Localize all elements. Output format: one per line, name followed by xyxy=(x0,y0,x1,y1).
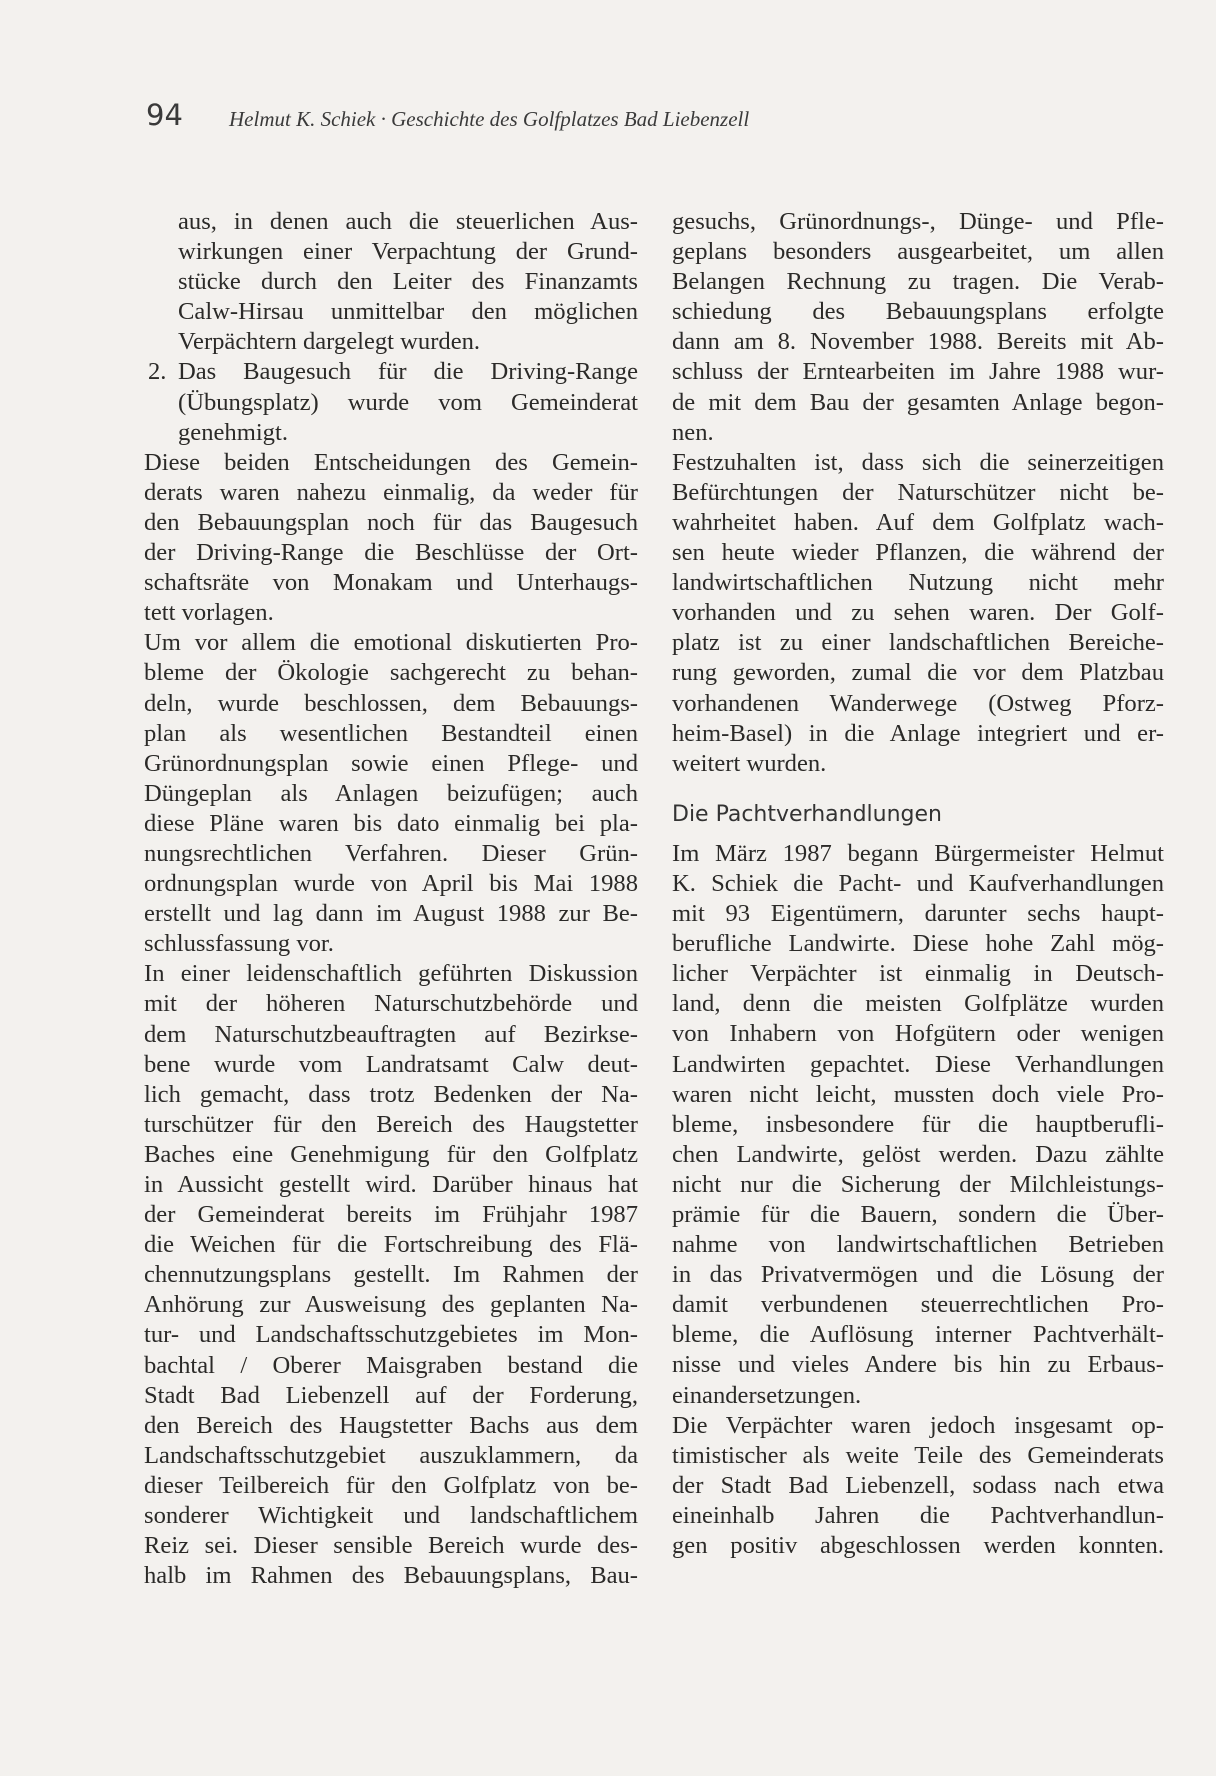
text-line: dieser Teilbereich für den Golfplatz von be- xyxy=(144,1471,638,1499)
text-line: wirkungen einer Verpachtung der Grund- xyxy=(178,238,638,266)
text-line: bene wurde vom Landratsamt Calw deut- xyxy=(144,1050,638,1078)
text-line: nungsrechtlichen Verfahren. Dieser Grün- xyxy=(144,839,638,867)
text-line: tett vorlagen. xyxy=(144,599,274,627)
text-line: eineinhalb Jahren die Pachtverhandlun- xyxy=(672,1501,1164,1529)
text-line: in Aussicht gestellt wird. Darüber hinaus hat xyxy=(144,1171,638,1198)
text-line: chen Landwirte, gelöst werden. Dazu zählte xyxy=(672,1140,1164,1168)
text-line: Grünordnungsplan sowie einen Pflege- und xyxy=(144,749,638,777)
text-line: stücke durch den Leiter des Finanzamts xyxy=(178,268,638,296)
text-line: sonderer Wichtigkeit und landschaftlichem xyxy=(144,1502,638,1530)
text-line: Stadt Bad Liebenzell auf der Forderung, xyxy=(144,1381,638,1409)
page-header xyxy=(146,98,1146,138)
text-line: lich gemacht, dass trotz Bedenken der Na- xyxy=(144,1080,638,1108)
text-line: halb im Rahmen des Bebauungsplans, Bau- xyxy=(144,1562,638,1590)
text-line: schluss der Erntearbeiten im Jahre 1988 wur- xyxy=(672,358,1164,386)
text-line: nen. xyxy=(672,418,714,446)
text-line: diese Pläne waren bis dato einmalig bei pla- xyxy=(144,809,638,837)
text-line: Verpächtern dargelegt wurden. xyxy=(178,328,481,356)
text-line: In einer leidenschaftlich geführten Diskussion xyxy=(144,960,638,988)
text-line: tur- und Landschaftsschutzgebietes im Mon- xyxy=(144,1321,638,1349)
text-line: dem Naturschutzbeauftragten auf Bezirkse- xyxy=(144,1020,638,1048)
text-line: schlussfassung vor. xyxy=(144,930,334,958)
text-line: ordnungsplan wurde von April bis Mai 1988 xyxy=(144,870,638,898)
section-heading: Die Pachtverhandlungen xyxy=(672,801,942,827)
text-line: Landwirten gepachtet. Diese Verhandlungen xyxy=(672,1050,1164,1078)
text-line: vorhanden und zu sehen waren. Der Golf- xyxy=(672,599,1164,627)
text-line: land, denn die meisten Golfplätze wurden xyxy=(672,990,1164,1018)
text-line: turschützer für den Bereich des Haugstetter xyxy=(144,1110,638,1138)
text-line: Belangen Rechnung zu tragen. Die Verab- xyxy=(672,268,1164,296)
text-line: platz ist zu einer landschaftlichen Bereiche- xyxy=(672,629,1164,657)
text-line: wahrheitet haben. Auf dem Golfplatz wach- xyxy=(672,508,1164,536)
text-line: die Weichen für die Fortschreibung des Flä- xyxy=(144,1231,638,1259)
right-column xyxy=(672,207,1164,1561)
text-line: Landschaftsschutzgebiet auszuklammern, da xyxy=(144,1441,638,1469)
text-line: Um vor allem die emotional diskutierten Pro- xyxy=(144,629,638,657)
text-line: aus, in denen auch die steuerlichen Aus- xyxy=(178,208,638,235)
text-line: einandersetzungen. xyxy=(672,1381,862,1409)
text-line: de mit dem Bau der gesamten Anlage begon- xyxy=(672,388,1164,416)
text-line: vorhandenen Wanderwege (Ostweg Pforz- xyxy=(672,689,1164,717)
text-line: derats waren nahezu einmalig, da weder für xyxy=(144,478,638,506)
text-line: chennutzungsplans gestellt. Im Rahmen der xyxy=(144,1261,638,1289)
text-line: weitert wurden. xyxy=(672,749,827,777)
text-line: prämie für die Bauern, sondern die Über- xyxy=(672,1201,1164,1228)
text-line: timistischer als weite Teile des Gemeinderats xyxy=(672,1441,1164,1469)
text-line: bleme der Ökologie sachgerecht zu behan- xyxy=(144,659,638,687)
text-line: mit 93 Eigentümern, darunter sechs haupt- xyxy=(672,900,1164,928)
running-title: Helmut K. Schiek · Geschichte des Golfplatzes Bad Liebenzell xyxy=(229,107,750,131)
text-line: in das Privatvermögen und die Lösung der xyxy=(672,1261,1164,1289)
text-line: Diese beiden Entscheidungen des Gemein- xyxy=(144,448,638,476)
text-line: den Bereich des Haugstetter Bachs aus dem xyxy=(144,1411,638,1439)
text-line: waren nicht leicht, mussten doch viele Pro- xyxy=(672,1080,1164,1108)
text-line: der Gemeinderat bereits im Frühjahr 1987 xyxy=(144,1201,638,1229)
text-line: schiedung des Bebauungsplans erfolgte xyxy=(672,298,1164,326)
text-line: der Driving-Range die Beschlüsse der Ort- xyxy=(144,539,638,567)
text-line: erstellt und lag dann im August 1988 zur Be- xyxy=(144,900,638,928)
text-line: damit verbundenen steuerrechtlichen Pro- xyxy=(672,1291,1164,1319)
text-line: gesuchs, Grünordnungs-, Dünge- und Pfle- xyxy=(672,208,1164,235)
text-line: Festzuhalten ist, dass sich die seinerzeitigen xyxy=(672,448,1164,476)
text-line: bleme, insbesondere für die hauptberufli- xyxy=(672,1110,1164,1138)
text-line: Das Baugesuch für die Driving-Range xyxy=(178,358,638,386)
text-line: (Übungsplatz) wurde vom Gemeinderat xyxy=(178,388,638,416)
text-line: rung geworden, zumal die vor dem Platzbau xyxy=(672,659,1164,687)
text-line: nahme von landwirtschaftlichen Betrieben xyxy=(672,1231,1164,1259)
text-line: landwirtschaftlichen Nutzung nicht mehr xyxy=(672,569,1164,597)
text-line: berufliche Landwirte. Diese hohe Zahl mög- xyxy=(672,930,1164,958)
text-line: Befürchtungen der Naturschützer nicht be- xyxy=(672,478,1164,506)
text-line: bachtal / Oberer Maisgraben bestand die xyxy=(144,1351,638,1379)
text-line: schaftsräte von Monakam und Unterhaugs- xyxy=(144,569,638,597)
text-line: der Stadt Bad Liebenzell, sodass nach etwa xyxy=(672,1471,1164,1499)
text-line: den Bebauungsplan noch für das Baugesuch xyxy=(144,508,638,536)
text-line: K. Schiek die Pacht- und Kaufverhandlungen xyxy=(672,869,1164,897)
text-line: plan als wesentlichen Bestandteil einen xyxy=(144,719,638,747)
text-line: dann am 8. November 1988. Bereits mit Ab- xyxy=(672,328,1164,356)
text-line: von Inhabern von Hofgütern oder wenigen xyxy=(672,1020,1164,1048)
list-number: 2. xyxy=(148,358,167,386)
text-line: sen heute wieder Pflanzen, die während der xyxy=(672,539,1164,567)
left-column xyxy=(144,207,638,1591)
text-line: Reiz sei. Dieser sensible Bereich wurde des- xyxy=(144,1532,638,1560)
text-line: heim-Basel) in die Anlage integriert und er- xyxy=(672,719,1164,747)
page-number: 94 xyxy=(146,98,183,132)
text-line: nicht nur die Sicherung der Milchleistungs- xyxy=(672,1170,1164,1198)
text-line: nisse und vieles Andere bis hin zu Erbaus- xyxy=(672,1351,1164,1379)
text-line: mit der höheren Naturschutzbehörde und xyxy=(144,990,638,1018)
text-line: geplans besonders ausgearbeitet, um allen xyxy=(672,238,1164,266)
text-line: licher Verpächter ist einmalig in Deutsch- xyxy=(672,960,1164,988)
text-line: genehmigt. xyxy=(178,418,288,446)
text-line: Im März 1987 begann Bürgermeister Helmut xyxy=(672,839,1164,867)
list-item-2 xyxy=(144,357,638,387)
text-line: Anhörung zur Ausweisung des geplanten Na- xyxy=(144,1291,638,1319)
text-line: gen positiv abgeschlossen werden konnten. xyxy=(672,1532,1164,1560)
text-line: Düngeplan als Anlagen beizufügen; auch xyxy=(144,779,638,807)
text-line: bleme, die Auflösung interner Pachtverhält- xyxy=(672,1321,1164,1349)
text-line: Calw-Hirsau unmittelbar den möglichen xyxy=(178,298,638,326)
text-line: Baches eine Genehmigung für den Golfplatz xyxy=(144,1140,638,1168)
text-line: Die Verpächter waren jedoch insgesamt op- xyxy=(672,1411,1164,1439)
text-line: deln, wurde beschlossen, dem Bebauungs- xyxy=(144,689,638,717)
